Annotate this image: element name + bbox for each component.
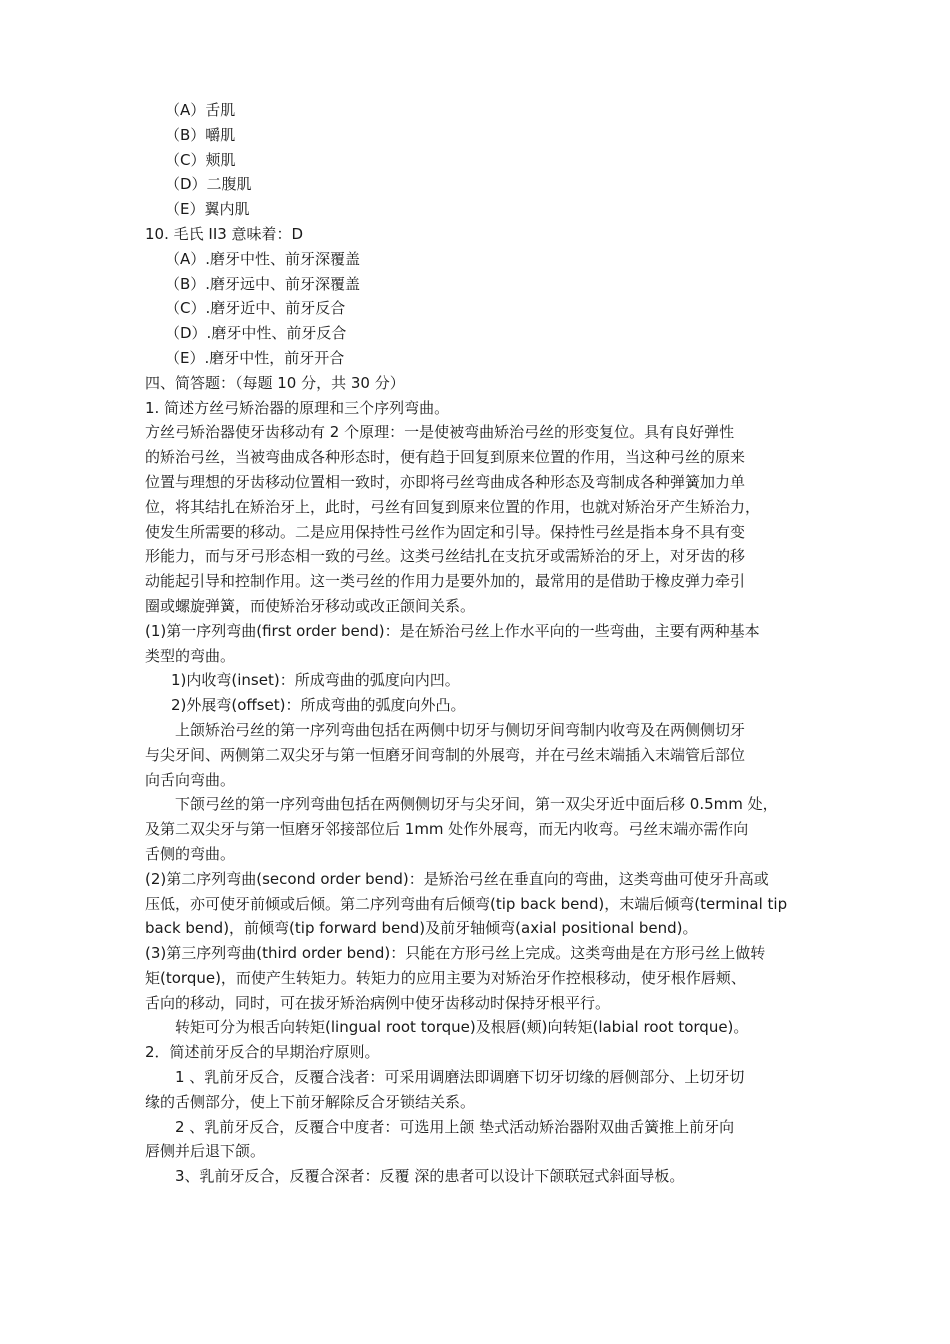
- paragraph-line: 矩(torque)，而使产生转矩力。转矩力的应用主要为对矫治牙作控根移动，使牙根作唇颊、: [145, 968, 746, 987]
- paragraph-line: 的矫治弓丝，当被弯曲成各种形态时，便有趋于回复到原来位置的作用，当这种弓丝的原来: [145, 448, 746, 467]
- section-4-heading: 四、简答题：（每题 10 分，共 30 分）: [145, 373, 405, 392]
- paragraph-line: 向舌向弯曲。: [145, 770, 236, 789]
- q9-option-c: （C）颊肌: [165, 150, 236, 169]
- paragraph-line: 压低，亦可使牙前倾或后倾。第二序列弯曲有后倾弯(tip back bend)，末端后倾弯(terminal tip: [145, 894, 788, 913]
- sa2-item-1: [145, 1065, 810, 1115]
- inset-bend-item: 1)内收弯(inset)：所成弯曲的弧度向内凹。: [171, 671, 460, 690]
- paragraph-line: 位，将其结扎在矫治牙上，此时，弓丝有回复到原来位置的作用，也就对矫治牙产生矫治力，: [145, 497, 761, 516]
- paragraph-line: (1)第一序列弯曲(first order bend)：是在矫治弓丝上作水平向的一些弯曲，主要有两种基本: [145, 621, 760, 640]
- sa2-item-2: [145, 1115, 810, 1165]
- first-order-bend-paragraph: [145, 619, 810, 669]
- lower-arch-paragraph: [145, 792, 810, 866]
- paragraph-line: (2)第二序列弯曲(second order bend)：是矫治弓丝在垂直向的弯曲，这类弯曲可使牙升高或: [145, 869, 769, 888]
- q9-option-e: （E）翼内肌: [165, 200, 250, 219]
- second-order-bend-paragraph: [145, 867, 810, 941]
- offset-bend-item: 2)外展弯(offset)：所成弯曲的弧度向外凸。: [171, 696, 466, 715]
- sa2-title: 2．简述前牙反合的早期治疗原则。: [145, 1043, 380, 1062]
- paragraph-line: 与尖牙间、两侧第二双尖牙与第一恒磨牙间弯制的外展弯，并在弓丝末端插入末端管后部位: [145, 745, 746, 764]
- sa1-intro-paragraph: [145, 420, 810, 618]
- q10-question: 10. 毛氏 II3 意味着：D: [145, 224, 304, 243]
- paragraph-line: (3)第三序列弯曲(third order bend)：只能在方形弓丝上完成。这类弯曲是在方形弓丝上做转: [145, 944, 766, 963]
- q9-option-d: （D）二腹肌: [165, 175, 252, 194]
- sa1-title: 1. 简述方丝弓矫治器的原理和三个序列弯曲。: [145, 398, 450, 417]
- q10-option-d: （D）.磨牙中性、前牙反合: [165, 324, 347, 343]
- q9-option-b: （B）嚼肌: [165, 125, 236, 144]
- paragraph-line: 缘的舌侧部分，使上下前牙解除反合牙锁结关系。: [145, 1092, 476, 1111]
- q10-option-e: （E）.磨牙中性，前牙开合: [165, 348, 345, 367]
- paragraph-line: back bend)，前倾弯(tip forward bend)及前牙轴倾弯(axial positional bend)。: [145, 919, 698, 938]
- paragraph-line: 舌向的移动，同时，可在拔牙矫治病例中使牙齿移动时保持牙根平行。: [145, 993, 611, 1012]
- short-answer-2: [145, 1040, 810, 1189]
- paragraph-line: 舌侧的弯曲。: [145, 844, 236, 863]
- torque-types-line: 转矩可分为根舌向转矩(lingual root torque)及根唇(颊)向转矩(labial root torque)。: [175, 1018, 749, 1037]
- paragraph-line: 类型的弯曲。: [145, 646, 236, 665]
- q10-option-a: （A）.磨牙中性、前牙深覆盖: [165, 249, 361, 268]
- question-10: [145, 222, 810, 371]
- paragraph-line: 形能力，而与牙弓形态相一致的弓丝。这类弓丝结扎在支抗牙或需矫治的牙上，对牙齿的移: [145, 547, 746, 566]
- paragraph-line: 上颌矫治弓丝的第一序列弯曲包括在两侧中切牙与侧切牙间弯制内收弯及在两侧侧切牙: [175, 720, 746, 739]
- q10-option-c: （C）.磨牙近中、前牙反合: [165, 299, 346, 318]
- third-order-bend-paragraph: [145, 941, 810, 1015]
- paragraph-line: 唇侧并后退下颌。: [145, 1142, 266, 1161]
- paragraph-line: 动能起引导和控制作用。这一类弓丝的作用力是要外加的，最常用的是借助于橡皮弹力牵引: [145, 572, 746, 591]
- paragraph-line: 1 、乳前牙反合，反覆合浅者：可采用调磨法即调磨下切牙切缘的唇侧部分、上切牙切: [175, 1068, 745, 1087]
- q9-options: [145, 98, 810, 222]
- upper-arch-paragraph: [145, 718, 810, 792]
- paragraph-line: 使发生所需要的移动。二是应用保持性弓丝作为固定和引导。保持性弓丝是指本身不具有变: [145, 522, 746, 541]
- paragraph-line: 圈或螺旋弹簧，而使矫治牙移动或改正颌间关系。: [145, 596, 476, 615]
- short-answer-1: [145, 396, 810, 1041]
- paragraph-line: 方丝弓矫治器使牙齿移动有 2 个原理：一是使被弯曲矫治弓丝的形变复位。具有良好弹性: [145, 423, 735, 442]
- paragraph-line: 下颌弓丝的第一序列弯曲包括在两侧侧切牙与尖牙间，第一双尖牙近中面后移 0.5mm 处，: [175, 795, 778, 814]
- paragraph-line: 2 、乳前牙反合，反覆合中度者：可选用上颌 垫式活动矫治器附双曲舌簧推上前牙向: [175, 1117, 735, 1136]
- paragraph-line: 及第二双尖牙与第一恒磨牙邻接部位后 1mm 处作外展弯，而无内收弯。弓丝末端亦需作向: [145, 820, 749, 839]
- q10-option-b: （B）.磨牙远中、前牙深覆盖: [165, 274, 361, 293]
- sa2-item-3: 3、乳前牙反合，反覆合深者：反覆 深的患者可以设计下颌联冠式斜面导板。: [175, 1167, 685, 1186]
- q9-option-a: （A）舌肌: [165, 101, 236, 119]
- document-page: [145, 98, 810, 1189]
- paragraph-line: 位置与理想的牙齿移动位置相一致时，亦即将弓丝弯曲成各种形态及弯制成各种弹簧加力单: [145, 472, 746, 491]
